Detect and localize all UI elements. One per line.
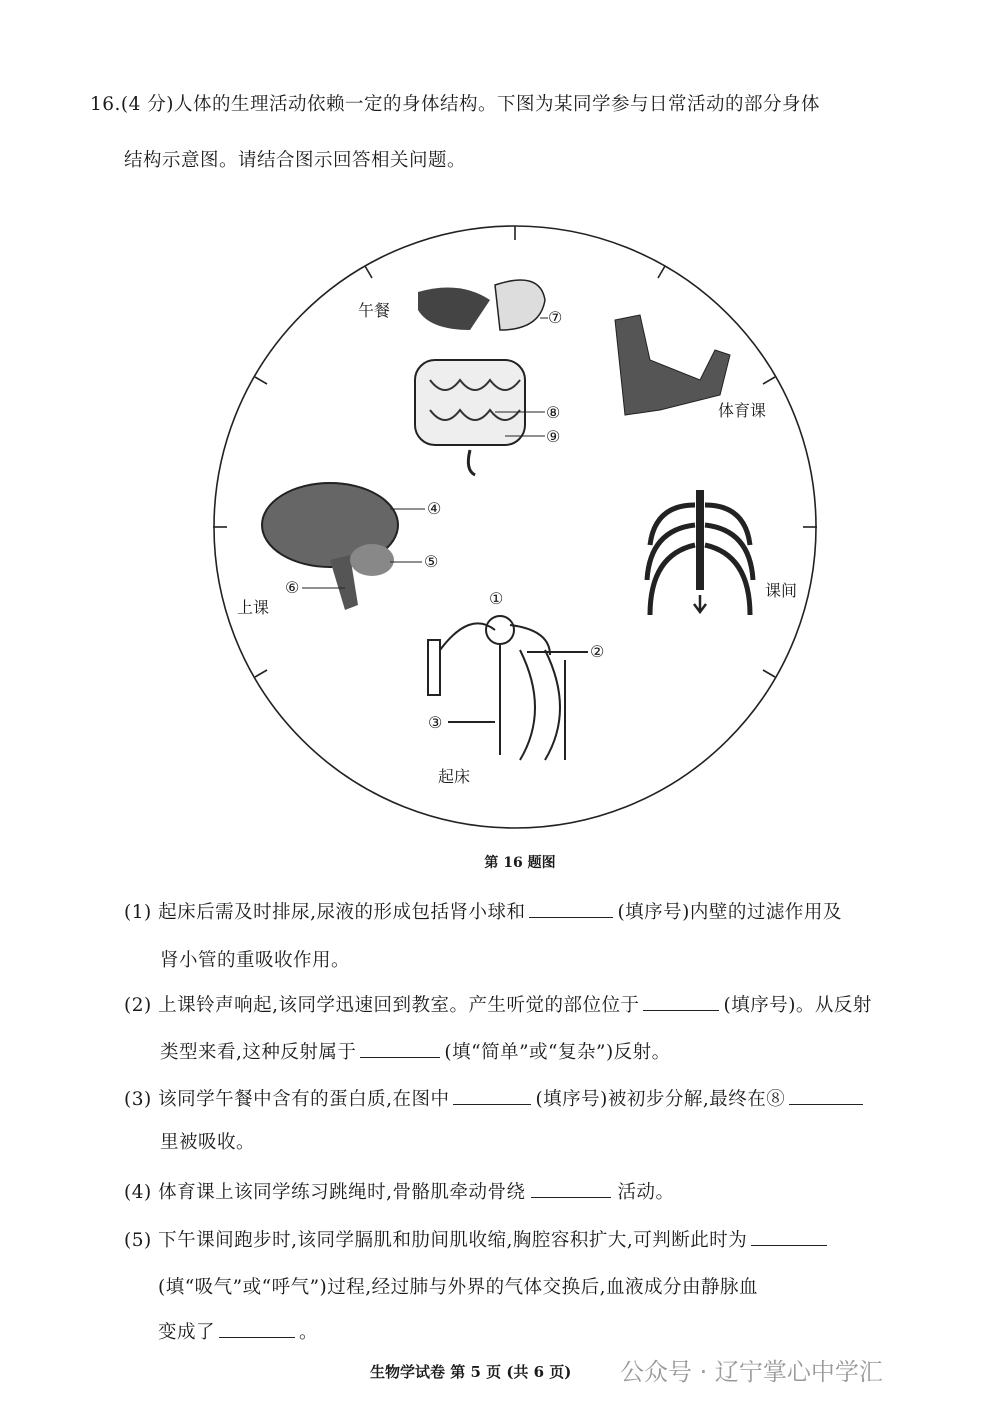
q3-line2: 里被吸收。 <box>160 1132 256 1153</box>
number-4: ④ <box>427 499 442 518</box>
arm-muscle-illustration <box>615 315 730 415</box>
q2-line1 <box>124 991 872 1017</box>
q1-line2: 肾小管的重吸收作用。 <box>160 950 351 971</box>
label-lunch: 午餐 <box>358 301 391 320</box>
q4-text-b: 活动。 <box>617 1182 675 1203</box>
number-8: ⑧ <box>546 403 561 422</box>
q4-line1 <box>124 1178 674 1204</box>
figure-caption: 第 16 题图 <box>484 855 556 871</box>
q3-answer-blank-1[interactable] <box>453 1088 531 1105</box>
number-9: ⑨ <box>546 427 561 446</box>
q5-answer-blank-2[interactable] <box>219 1321 295 1338</box>
number-5: ⑤ <box>424 552 439 571</box>
label-class: 上课 <box>237 598 270 617</box>
number-7: ⑦ <box>548 308 563 327</box>
q5-text-d: 。 <box>299 1322 319 1343</box>
q3-answer-blank-2[interactable] <box>789 1088 863 1105</box>
q4-answer-blank[interactable] <box>531 1181 611 1198</box>
q5-answer-blank-1[interactable] <box>751 1229 827 1246</box>
nephron-illustration <box>428 616 588 760</box>
q4-text-a: (4) 体育课上该同学练习跳绳时,骨骼肌牵动骨绕 <box>124 1182 526 1203</box>
q2-text-c: 类型来看,这种反射属于 <box>160 1042 357 1063</box>
q1-text-b: (填序号)内壁的过滤作用及 <box>617 902 842 923</box>
label-break: 课间 <box>765 581 798 600</box>
q1-line1 <box>124 898 842 924</box>
q2-answer-blank-2[interactable] <box>360 1041 440 1058</box>
question-stem-line1: 16.(4 分)人体的生理活动依赖一定的身体结构。下图为某同学参与日常活动的部分身体 <box>90 94 821 115</box>
q2-text-a: (2) 上课铃声响起,该同学迅速回到教室。产生听觉的部位位于 <box>124 995 640 1016</box>
q2-line2 <box>160 1038 671 1064</box>
q3-text-b: (填序号)被初步分解,最终在⑧ <box>535 1089 786 1110</box>
q5-text-c: 变成了 <box>158 1322 216 1343</box>
label-pe: 体育课 <box>718 401 767 420</box>
question-stem-line2: 结构示意图。请结合图示回答相关问题。 <box>124 150 467 171</box>
number-6: ⑥ <box>285 578 300 597</box>
q3-text-a: (3) 该同学午餐中含有的蛋白质,在图中 <box>124 1089 450 1110</box>
number-1: ① <box>489 589 504 608</box>
label-wake: 起床 <box>438 767 471 786</box>
q5-text-a: (5) 下午课间跑步时,该同学膈肌和肋间肌收缩,胸腔容积扩大,可判断此时为 <box>124 1230 748 1251</box>
q2-text-b: (填序号)。从反射 <box>723 995 872 1016</box>
watermark: 公众号 · 辽宁掌心中学汇 <box>620 1358 883 1386</box>
page-footer: 生物学试卷 第 5 页 (共 6 页) <box>370 1363 572 1381</box>
q5-line3 <box>158 1318 318 1344</box>
q3-line1 <box>124 1085 863 1111</box>
q2-answer-blank-1[interactable] <box>643 994 719 1011</box>
ribcage-illustration <box>647 490 753 615</box>
q1-answer-blank[interactable] <box>529 901 613 918</box>
number-3: ③ <box>428 713 443 732</box>
number-2: ② <box>590 642 605 661</box>
digestive-system-illustration <box>415 280 548 475</box>
q5-line2: (填“吸气”或“呼气”)过程,经过肺与外界的气体交换后,血液成分由静脉血 <box>158 1277 759 1298</box>
q2-text-d: (填“简单”或“复杂”)反射。 <box>444 1042 671 1063</box>
q1-text-a: (1) 起床后需及时排尿,尿液的形成包括肾小球和 <box>124 902 526 923</box>
q5-line1 <box>124 1226 827 1252</box>
